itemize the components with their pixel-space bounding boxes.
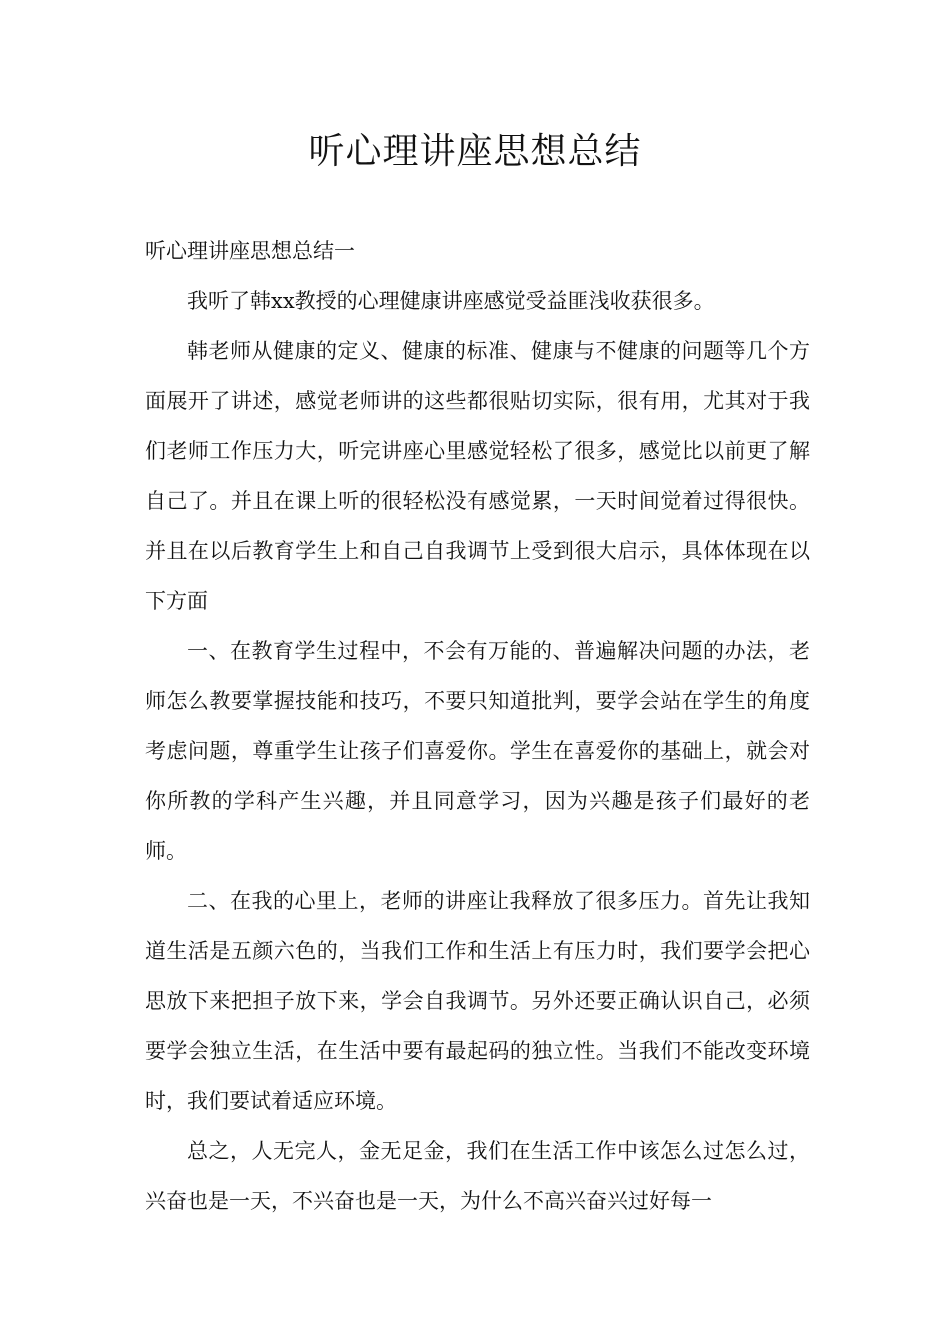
paragraph-5: 总之，人无完人，金无足金，我们在生活工作中该怎么过怎么过，兴奋也是一天，不兴奋也是一天，为什么不高兴奋兴过好每一 [145,1139,810,1213]
paragraph-2: 韩老师从健康的定义、健康的标准、健康与不健康的问题等几个方面展开了讲述，感觉老师讲的这些都很贴切实际，很有用，尤其对于我们老师工作压力大，听完讲座心里感觉轻松了很多，感觉比以前更了解自己了。并且在课上听的很轻松没有感觉累，一天时间觉着过得很快。并且在以后教育学生上和自己自我调节上受到很大启示，具体体现在以下方面 [145,339,810,613]
paragraph-4: 二、在我的心里上，老师的讲座让我释放了很多压力。首先让我知道生活是五颜六色的，当我们工作和生活上有压力时，我们要学会把心思放下来把担子放下来，学会自我调节。另外还要正确认识自己，必须要学会独立生活，在生活中要有最起码的独立性。当我们不能改变环境时，我们要试着适应环境。 [145,889,810,1113]
section-heading: 听心理讲座思想总结一 [145,239,355,263]
document-title: 听心理讲座思想总结 [308,131,642,172]
document-body [145,226,810,1226]
paragraph-1: 我听了韩xx教授的心理健康讲座感觉受益匪浅收获很多。 [187,289,715,313]
paragraph-3: 一、在教育学生过程中，不会有万能的、普遍解决问题的办法，老师怎么教要掌握技能和技巧，不要只知道批判，要学会站在学生的角度考虑问题，尊重学生让孩子们喜爱你。学生在喜爱你的基础上，就会对你所教的学科产生兴趣，并且同意学习，因为兴趣是孩子们最好的老师。 [145,639,810,863]
